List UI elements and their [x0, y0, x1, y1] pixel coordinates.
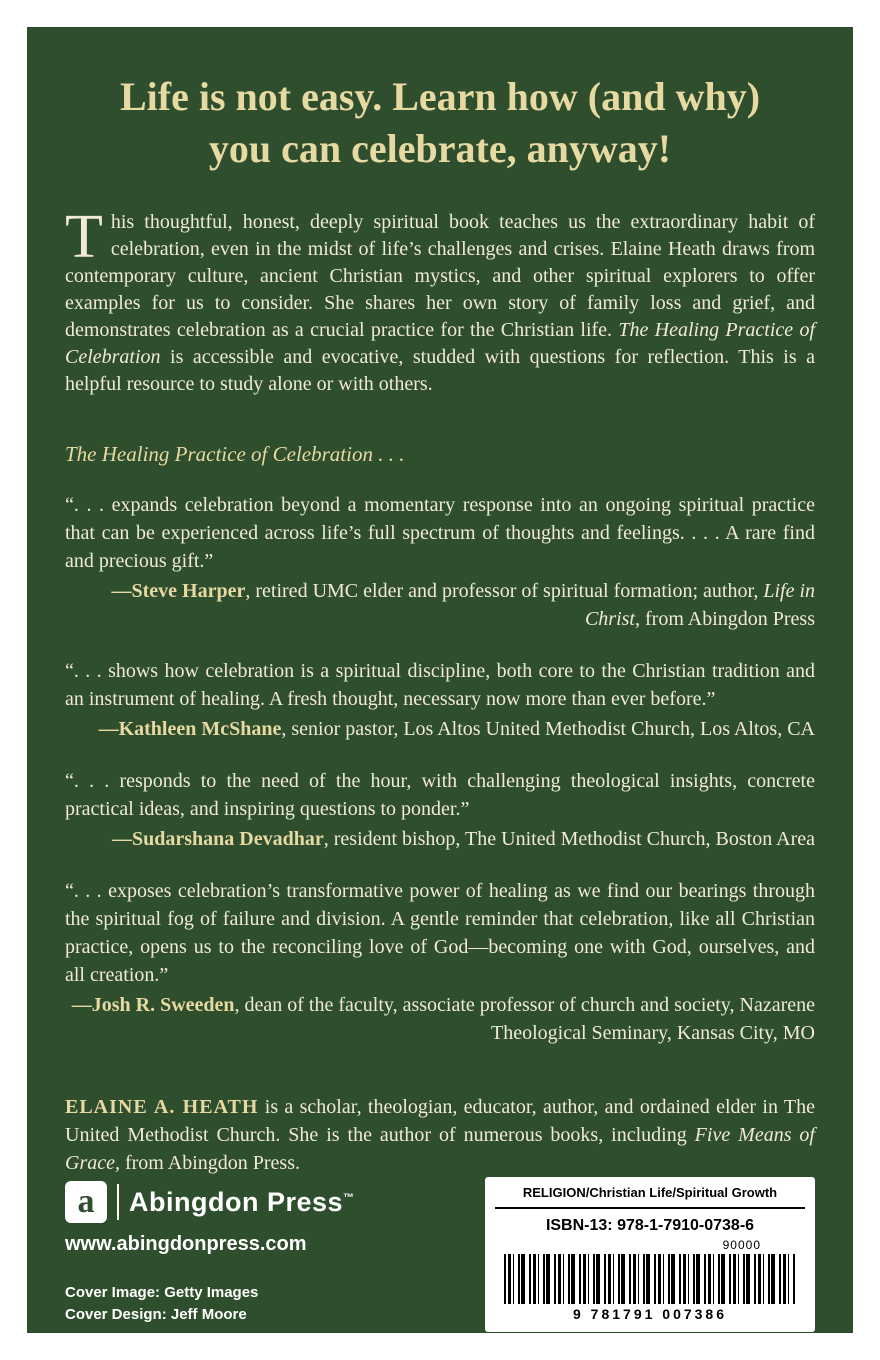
price-code: 90000 [722, 1238, 761, 1252]
cover-image-credit: Cover Image: Getty Images [65, 1284, 259, 1301]
publisher-name [129, 1187, 355, 1218]
author-bio [65, 1093, 815, 1177]
quote-1-attribution [65, 577, 815, 633]
publisher-name-text: Abingdon Press [129, 1186, 344, 1217]
quote-3-text: “. . . responds to the need of the hour, with challenging theological insights, concrete practical ideas, and inspiring questions to ponder.” [65, 770, 815, 820]
abingdon-logo-icon: a [65, 1181, 107, 1223]
bio-book-title: Five Means of Grace, [65, 1124, 815, 1174]
quote-2-author: —Kathleen McShane [98, 718, 282, 740]
author-name: ELAINE A. HEATH [65, 1096, 259, 1118]
publisher-logo [65, 1181, 355, 1223]
quote-1 [65, 491, 815, 633]
publisher-block [65, 1181, 355, 1332]
intro-book-title: The Healing Practice of Celebration [65, 319, 816, 368]
quote-4-author: —Josh R. Sweeden [71, 994, 235, 1016]
quote-4-attribution [65, 991, 815, 1047]
bio-text-before: is a scholar, theologian, educator, author, and ordained elder in The United Methodist Church. She is the author of numerous books, including [65, 1096, 816, 1146]
logo-divider [117, 1184, 119, 1220]
quote-2-text: “. . . shows how celebration is a spiritual discipline, both core to the Christian tradition and an instrument of healing. A fresh thought, necessary now more than ever before.” [65, 660, 815, 710]
headline-line-2: you can celebrate, anyway! [208, 126, 672, 171]
quote-1-role-title: Life in Christ [584, 580, 815, 630]
quote-1-text: “. . . expands celebration beyond a momentary response into an ongoing spiritual practice that can be experienced across life’s full spectrum of thoughts and feelings. . . . A rare find and precious gift.” [65, 494, 815, 572]
quote-3 [65, 767, 815, 853]
bio-text-after: from Abingdon Press. [119, 1152, 300, 1174]
quote-3-role: , resident bishop, The United Methodist Church, Boston Area [323, 828, 815, 850]
quote-2 [65, 657, 815, 743]
drop-cap: T [65, 203, 103, 271]
cover-design-credit: Cover Design: Jeff Moore [65, 1306, 247, 1323]
quote-3-author: —Sudarshana Devadhar [112, 828, 324, 850]
footer [65, 1177, 815, 1332]
quote-4-role: , dean of the faculty, associate professor of church and society, Nazarene Theological Seminary, Kansas City, MO [234, 994, 815, 1044]
quote-3-attribution [65, 825, 815, 853]
quote-4 [65, 877, 815, 1047]
intro-text-after: is accessible and evocative, studded with questions for reflection. This is a helpful resource to study alone or with others. [65, 346, 815, 395]
quote-1-author: —Steve Harper [111, 580, 246, 602]
quote-1-role-tail: , from Abingdon Press [635, 608, 815, 630]
intro-text-before: his thoughtful, honest, deeply spiritual book teaches us the extraordinary habit of celebration, even in the midst of life’s challenges and crises. Elaine Heath draws from contemporary culture, ancient Christian mystics, and other spiritual explorers to offer examples for us to consider. She shares her own story of family loss and grief, and demonstrates celebration as a crucial practice for the Christian life. [65, 211, 815, 341]
category-label: RELIGION/Christian Life/Spiritual Growth [495, 1185, 805, 1209]
barcode-digits: 9 781791 007386 [573, 1306, 727, 1322]
quote-1-role: , retired UMC elder and professor of spiritual formation; author, [245, 580, 764, 602]
quote-2-role: , senior pastor, Los Altos United Methodist Church, Los Altos, CA [281, 718, 815, 740]
barcode [504, 1254, 796, 1304]
headline-line-1: Life is not easy. Learn how (and why) [119, 74, 761, 119]
publisher-website: www.abingdonpress.com [65, 1233, 307, 1255]
isbn-label: ISBN-13: 978-1-7910-0738-6 [545, 1217, 755, 1234]
cover-credits [65, 1282, 355, 1326]
section-heading: The Healing Practice of Celebration . . . [65, 442, 405, 466]
intro-paragraph [65, 203, 816, 398]
back-cover [27, 27, 853, 1333]
quote-4-text: “. . . exposes celebration’s transformative power of healing as we find our bearings through the spiritual fog of failure and division. A gentle reminder that celebration, like all Christian practice, opens us to the reconciling love of God—becoming one with God, ourselves, and all creation.” [65, 880, 815, 986]
headline [65, 71, 815, 175]
quote-2-attribution [65, 715, 815, 743]
barcode-box [485, 1177, 815, 1332]
trademark-symbol: ™ [343, 1191, 355, 1204]
